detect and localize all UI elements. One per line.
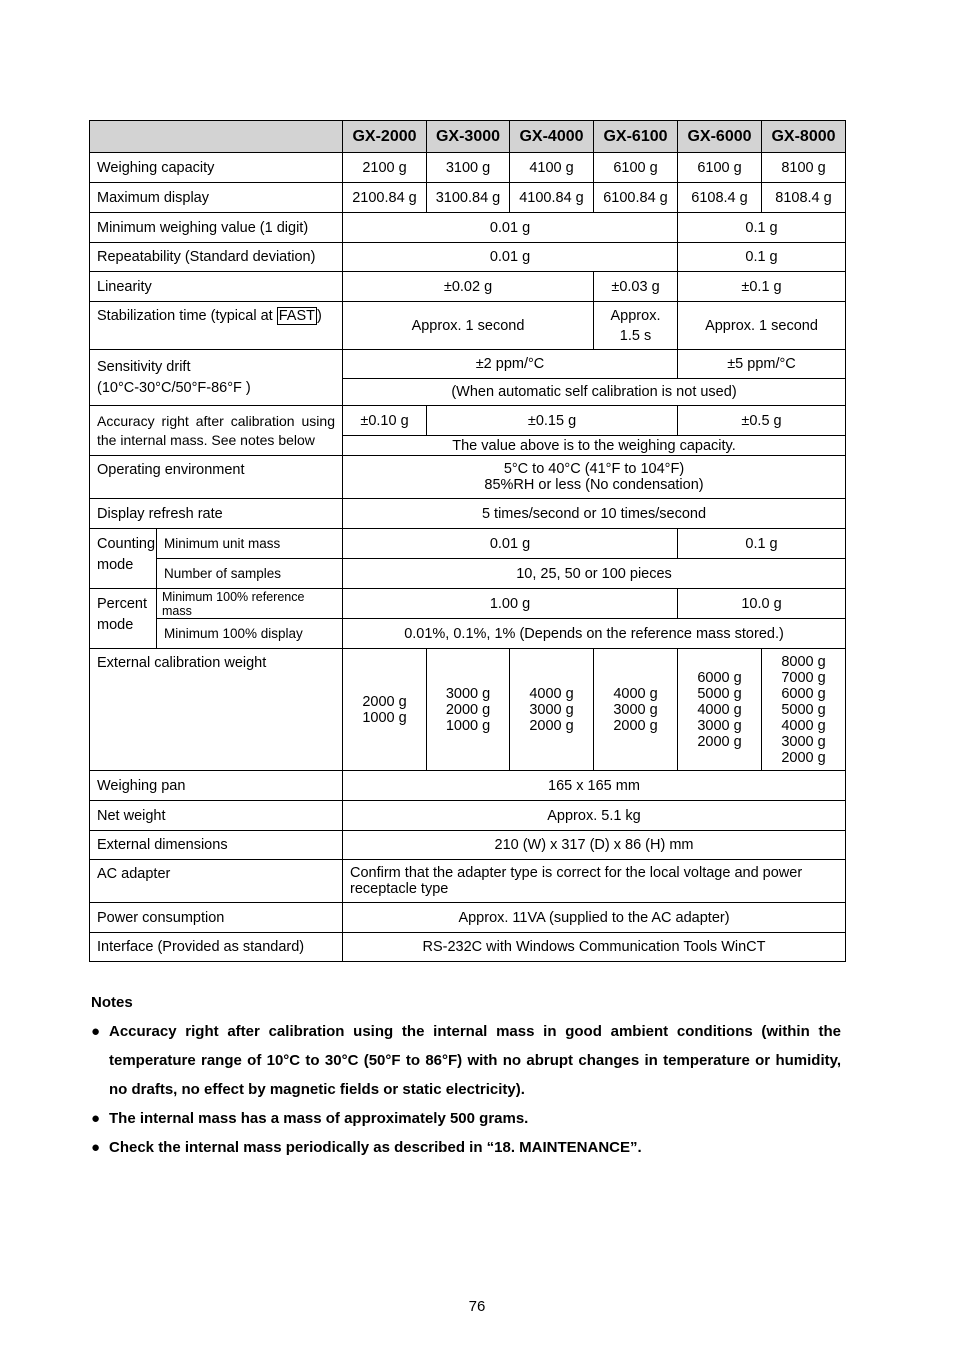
cal-weight: 4000 g (529, 685, 574, 702)
row-label-text: ) (316, 308, 322, 324)
value-line: 5°C to 40°C (41°F to 104°F) (503, 461, 685, 477)
cal-weight: 4000 g (781, 717, 826, 734)
value-cell: Approx. 5.1 kg (343, 801, 846, 831)
row-label: Minimum weighing value (1 digit) (90, 213, 343, 243)
cal-weight: 3000 g (529, 701, 574, 718)
value-line: 85%RH or less (No condensation) (484, 477, 704, 493)
cal-weight: 5000 g (781, 701, 826, 718)
bullet-icon: ● (91, 1110, 101, 1127)
note-text: Accuracy right after calibration using the internal mass in good ambient conditions (within the temperature range of 10°C to 30°C (50°F to 86°F) with no abrupt changes in temperature or humidity, no drafts, no effect by magnetic fields or static electricity). (109, 1023, 841, 1098)
value-cell: 0.1 g (678, 243, 846, 272)
header-row (90, 121, 846, 153)
row-label: External calibration weight (90, 649, 343, 771)
model-header: GX-6100 (594, 121, 678, 153)
value-cell: 2100.84 g (343, 183, 427, 213)
mode-label: Counting mode (90, 529, 157, 589)
value-cell: Approx. 11VA (supplied to the AC adapter) (343, 903, 846, 933)
value-cell: 0.01%, 0.1%, 1% (Depends on the reference mass stored.) (343, 619, 846, 649)
row-weighing-capacity (90, 153, 846, 183)
value-cell: ±0.10 g (343, 406, 427, 436)
value-cell: 1.00 g (343, 589, 678, 619)
note-item (91, 1017, 841, 1104)
row-label-line: (10°C-30°C/50°F-86°F ) (97, 379, 251, 396)
note-item (91, 1133, 841, 1162)
value-cell: 4100.84 g (510, 183, 594, 213)
note-text: The internal mass has a mass of approximately 500 grams. (109, 1110, 529, 1127)
value-cell: 6108.4 g (678, 183, 762, 213)
row-label (90, 302, 343, 350)
row-min-weighing (90, 213, 846, 243)
cal-weight: 8000 g (781, 653, 826, 670)
header-blank-cell (90, 121, 343, 153)
model-header: GX-8000 (762, 121, 846, 153)
bullet-icon: ● (91, 1023, 101, 1040)
cal-weight: 2000 g (613, 717, 658, 734)
row-label: Weighing pan (90, 771, 343, 801)
cal-weight: 3000 g (697, 717, 742, 734)
row-label-line: Sensitivity drift (97, 358, 191, 375)
row-label: External dimensions (90, 831, 343, 860)
value-cell: 0.1 g (678, 529, 846, 559)
value-cell: Confirm that the adapter type is correct for the local voltage and power receptacle type (343, 860, 846, 903)
note-cell: The value above is to the weighing capacity. (343, 436, 846, 456)
value-cell: ±5 ppm/°C (678, 350, 846, 379)
value-cell: Approx. 1 second (678, 302, 846, 350)
cal-weight: 6000 g (781, 685, 826, 702)
row-label: Accuracy right after calibration using the internal mass. See notes below (90, 406, 343, 456)
cal-weights-cell (343, 649, 427, 771)
value-cell: ±0.5 g (678, 406, 846, 436)
value-cell: ±0.03 g (594, 272, 678, 302)
row-stabilization (90, 302, 846, 350)
cal-weights-cell (678, 649, 762, 771)
value-cell: Approx. 1 second (343, 302, 594, 350)
value-cell: 5 times/second or 10 times/second (343, 499, 846, 529)
sub-label: Minimum 100% reference mass (157, 589, 343, 619)
value-cell: 8100 g (762, 153, 846, 183)
sub-label: Number of samples (157, 559, 343, 589)
row-label: Linearity (90, 272, 343, 302)
value-cell: 3100.84 g (427, 183, 510, 213)
cal-weights-cell (510, 649, 594, 771)
notes-heading: Notes (91, 994, 133, 1011)
cal-weight: 2000 g (529, 717, 574, 734)
note-text: Check the internal mass periodically as described in “18. MAINTENANCE”. (109, 1139, 642, 1156)
cal-weight: 5000 g (697, 685, 742, 702)
cal-weight: 1000 g (445, 717, 491, 734)
cal-weight: 7000 g (781, 669, 826, 686)
row-sensitivity (90, 350, 846, 379)
value-cell (343, 456, 846, 499)
row-label: Net weight (90, 801, 343, 831)
row-linearity (90, 272, 846, 302)
row-ext-cal (90, 649, 846, 771)
cal-weight: 2000 g (697, 733, 742, 750)
row-label (90, 350, 343, 406)
row-refresh (90, 499, 846, 529)
value-cell: 0.01 g (343, 243, 678, 272)
value-cell: 165 x 165 mm (343, 771, 846, 801)
fast-key-label: FAST (278, 308, 315, 324)
value-cell: 4100 g (510, 153, 594, 183)
model-header: GX-2000 (343, 121, 427, 153)
model-header: GX-6000 (678, 121, 762, 153)
note-cell: (When automatic self calibration is not used) (343, 379, 846, 406)
row-label: Operating environment (90, 456, 343, 499)
row-accuracy (90, 406, 846, 436)
row-ac-adapter (90, 860, 846, 903)
model-header: GX-3000 (427, 121, 510, 153)
value-cell: 8108.4 g (762, 183, 846, 213)
row-counting-samples (90, 559, 846, 589)
value-cell: ±0.02 g (343, 272, 594, 302)
page-number: 76 (468, 1298, 486, 1315)
value-cell: 0.01 g (343, 529, 678, 559)
row-power (90, 903, 846, 933)
notes-section (91, 988, 841, 1162)
value-cell: 10.0 g (678, 589, 846, 619)
value-cell: 2100 g (343, 153, 427, 183)
row-maximum-display (90, 183, 846, 213)
row-label: Weighing capacity (90, 153, 343, 183)
value-cell: 0.01 g (343, 213, 678, 243)
value-cell (594, 302, 678, 350)
cal-weight: 3000 g (781, 733, 826, 750)
row-label: Display refresh rate (90, 499, 343, 529)
row-label: Repeatability (Standard deviation) (90, 243, 343, 272)
row-operating (90, 456, 846, 499)
cal-weights-cell (762, 649, 846, 771)
mode-label: Percent mode (90, 589, 157, 649)
cal-weight: 4000 g (613, 685, 658, 702)
cal-weight: 2000 g (445, 701, 491, 718)
row-repeatability (90, 243, 846, 272)
row-percent-ref (90, 589, 846, 619)
value-cell: 3100 g (427, 153, 510, 183)
specifications-table (89, 120, 846, 962)
bullet-icon: ● (91, 1139, 101, 1156)
cal-weight: 1000 g (362, 709, 407, 726)
row-label: Power consumption (90, 903, 343, 933)
cal-weights-cell (594, 649, 678, 771)
value-cell: 6100 g (678, 153, 762, 183)
cal-weights-cell (427, 649, 510, 771)
cal-weight: 4000 g (697, 701, 742, 718)
value-cell: 6100.84 g (594, 183, 678, 213)
row-label-text: Stabilization time (typical at (97, 308, 277, 324)
row-percent-display (90, 619, 846, 649)
value-cell: ±2 ppm/°C (343, 350, 678, 379)
row-interface (90, 933, 846, 962)
value-cell: ±0.15 g (427, 406, 678, 436)
value-line: Approx. (610, 307, 661, 324)
row-counting-unit (90, 529, 846, 559)
value-line: 1.5 s (619, 327, 652, 344)
value-cell: 10, 25, 50 or 100 pieces (343, 559, 846, 589)
value-cell: 0.1 g (678, 213, 846, 243)
model-header: GX-4000 (510, 121, 594, 153)
value-cell: ±0.1 g (678, 272, 846, 302)
value-cell: 6100 g (594, 153, 678, 183)
cal-weight: 3000 g (445, 685, 491, 702)
note-item (91, 1104, 841, 1133)
row-label: AC adapter (90, 860, 343, 903)
value-cell: RS-232C with Windows Communication Tools WinCT (343, 933, 846, 962)
row-dimensions (90, 831, 846, 860)
sub-label: Minimum unit mass (157, 529, 343, 559)
row-label: Interface (Provided as standard) (90, 933, 343, 962)
cal-weight: 6000 g (697, 669, 742, 686)
cal-weight: 3000 g (613, 701, 658, 718)
row-pan (90, 771, 846, 801)
value-cell: 210 (W) x 317 (D) x 86 (H) mm (343, 831, 846, 860)
row-net-weight (90, 801, 846, 831)
sub-label: Minimum 100% display (157, 619, 343, 649)
cal-weight: 2000 g (362, 693, 407, 710)
cal-weight: 2000 g (781, 749, 826, 766)
row-label: Maximum display (90, 183, 343, 213)
